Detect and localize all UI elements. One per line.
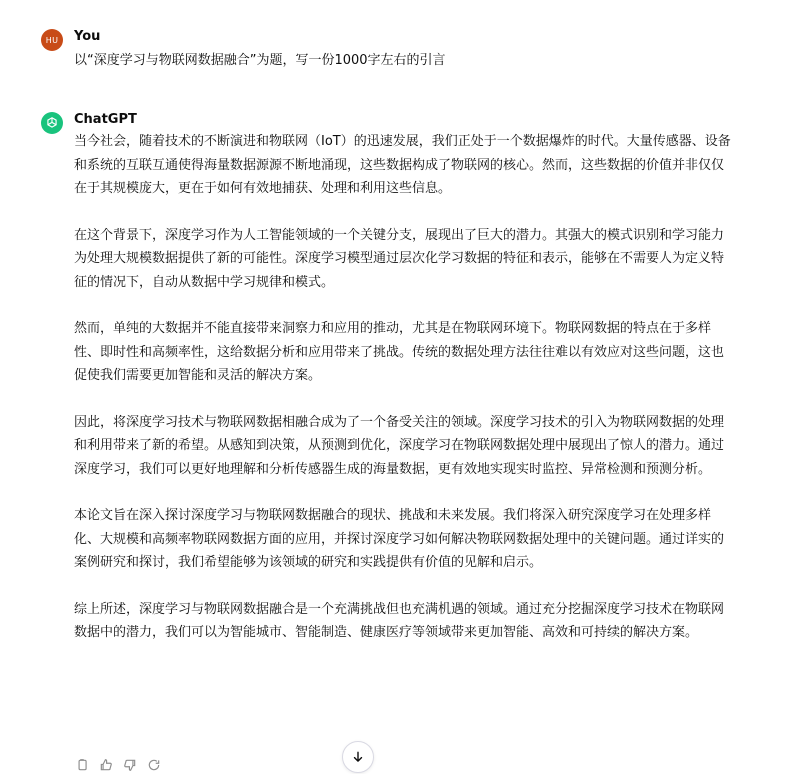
- assistant-message: [41, 112, 736, 752]
- paragraph: 综上所述，深度学习与物联网数据融合是一个充满挑战但也充满机遇的领域。通过充分挖掘深度学习技术在物联网数据中的潜力，我们可以为智能城市、智能制造、健康医疗等领域带来更加智能、高效和可持续的解决方案。: [74, 601, 725, 640]
- scroll-to-bottom-button[interactable]: [342, 741, 374, 773]
- paragraph: 然而，单纯的大数据并不能直接带来洞察力和应用的推动，尤其是在物联网环境下。物联网数据的特点在于多样性、即时性和高频率性，这给数据分析和应用带来了挑战。传统的数据处理方法往往难以有效应对这些问题，这也促使我们需要更加智能和灵活的解决方案。: [74, 321, 725, 383]
- user-message-text: 以“深度学习与物联网数据融合”为题，写一份1000字左右的引言: [74, 53, 446, 68]
- thumbs-down-icon[interactable]: [122, 757, 138, 773]
- paragraph: 当今社会，随着技术的不断演进和物联网（IoT）的迅速发展，我们正处于一个数据爆炸的时代。大量传感器、设备和系统的互联互通使得海量数据源源不断地涌现，这些数据构成了物联网的核心。然而，这些数据的价值并非仅仅在于其规模庞大，更在于如何有效地捕获、处理和利用这些信息。: [74, 134, 731, 196]
- copy-icon[interactable]: [74, 757, 90, 773]
- chatgpt-logo-icon: [41, 112, 63, 134]
- thumbs-up-icon[interactable]: [98, 757, 114, 773]
- user-avatar: HU: [41, 29, 63, 51]
- paragraph: 本论文旨在深入探讨深度学习与物联网数据融合的现状、挑战和未来发展。我们将深入研究深度学习在处理多样化、大规模和高频率物联网数据方面的应用，并探讨深度学习如何解决物联网数据处理中的关键问题。通过详实的案例研究和探讨，我们希望能够为该领域的研究和实践提供有价值的见解和启示。: [74, 508, 725, 570]
- assistant-message-text: [74, 130, 736, 668]
- message-actions: [74, 757, 162, 773]
- user-author-name: You: [74, 29, 101, 44]
- paragraph: 在这个背景下，深度学习作为人工智能领域的一个关键分支，展现出了巨大的潜力。其强大的模式识别和学习能力为处理大规模数据提供了新的可能性。深度学习模型通过层次化学习数据的特征和表示，能够在不需要人为定义特征的情况下，自动从数据中学习规律和模式。: [74, 227, 725, 290]
- assistant-author-name: ChatGPT: [74, 112, 137, 127]
- paragraph: 因此，将深度学习技术与物联网数据相融合成为了一个备受关注的领域。深度学习技术的引入为物联网数据的处理和利用带来了新的希望。从感知到决策，从预测到优化，深度学习在物联网数据处理中展现出了惊人的潜力。通过深度学习，我们可以更好地理解和分析传感器生成的海量数据，更有效地实现实时监控、异常检测和预测分析。: [74, 414, 725, 477]
- arrow-down-icon: [351, 750, 365, 764]
- regenerate-icon[interactable]: [146, 757, 162, 773]
